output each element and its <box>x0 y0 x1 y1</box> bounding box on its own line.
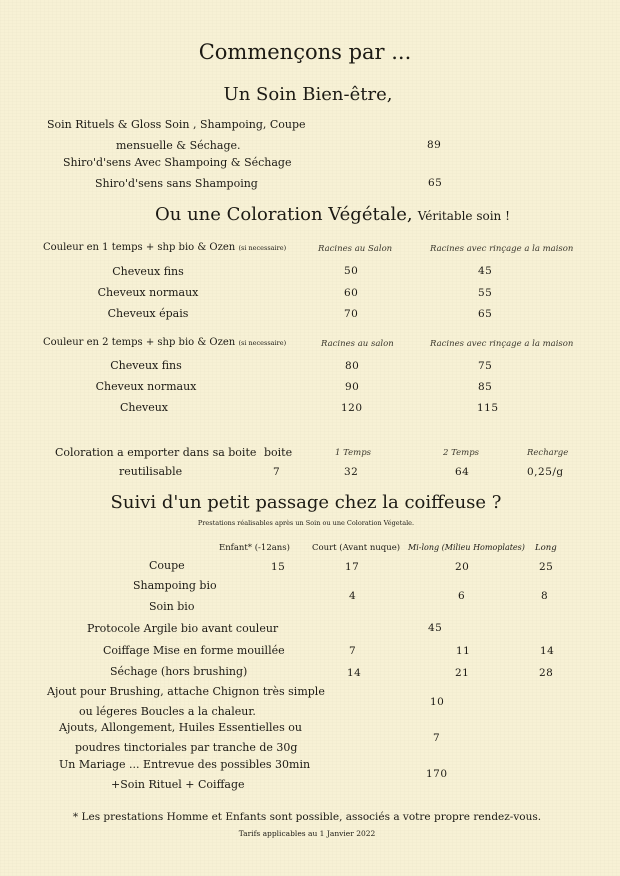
row-label: Cheveux <box>119 401 169 414</box>
row-value-salon: 50 <box>344 265 359 277</box>
row-value-maison: 45 <box>478 265 493 277</box>
row-value-maison: 75 <box>478 360 493 372</box>
shampoing-court: 4 <box>349 590 357 602</box>
coiffage-long: 14 <box>540 645 555 657</box>
footer-note: * Les prestations Homme et Enfants sont possible, associés a votre propre rendez-vous. <box>72 811 542 823</box>
section-heading-soin: Un Soin Bien-être, <box>223 84 393 105</box>
sechage-label: Séchage (hors brushing) <box>110 665 248 678</box>
emporter-value-2-temps: 64 <box>455 466 470 478</box>
shampoing-label: Shampoing bio <box>133 579 217 592</box>
emporter-header-1-temps: 1 Temps <box>335 448 372 458</box>
emporter-value-boite: 7 <box>273 466 281 478</box>
argile-price: 45 <box>428 622 443 634</box>
page-title: Commençons par ... <box>198 40 412 64</box>
col-enfant: Enfant* (-12ans) <box>219 543 290 553</box>
soin-line-2: mensuelle & Séchage. <box>116 139 241 152</box>
row-label: Cheveux normaux <box>97 286 199 299</box>
emporter-label-2: reutilisable <box>119 465 183 478</box>
col-milong: Mi-long (Milieu Homoplates) <box>408 543 525 552</box>
sechage-long: 28 <box>539 667 554 679</box>
coloration-heading-suffix: Véritable soin ! <box>417 209 510 223</box>
brushing-price: 10 <box>430 696 445 708</box>
row-value-maison: 85 <box>478 381 493 393</box>
emporter-header-2-temps: 2 Temps <box>443 448 480 458</box>
shampoing-milong: 6 <box>458 590 466 602</box>
footer-tarifs: Tarifs applicables au 1 Janvier 2022 <box>238 829 376 838</box>
coiffage-label: Coiffage Mise en forme mouillée <box>103 644 285 657</box>
soin-line-1: Soin Rituels & Gloss Soin , Shampoing, Coupe <box>47 118 306 131</box>
coiffeuse-subtitle: Prestations réalisables après un Soin ou une Coloration Végetale. <box>197 519 415 527</box>
coiffage-milong: 11 <box>456 645 471 657</box>
sechage-court: 14 <box>347 667 362 679</box>
emporter-value-1-temps: 32 <box>344 466 359 478</box>
row-label: Cheveux normaux <box>95 380 197 393</box>
col-racines-salon-2: Racines au salon <box>321 339 394 349</box>
row-value-maison: 115 <box>477 402 499 414</box>
brushing-line-2: ou légeres Boucles a la chaleur. <box>79 705 256 718</box>
col-racines-maison-1: Racines avec rinçage a la maison <box>430 244 574 254</box>
row-value-maison: 55 <box>478 287 493 299</box>
ajouts-price: 7 <box>433 732 441 744</box>
coupe-long: 25 <box>539 561 554 573</box>
emporter-header-boite: boite <box>264 446 293 459</box>
mariage-price: 170 <box>426 768 448 780</box>
row-value-salon: 70 <box>344 308 359 320</box>
row-value-salon: 90 <box>345 381 360 393</box>
emporter-label: Coloration a emporter dans sa boite <box>55 446 257 459</box>
col-court: Court (Avant nuque) <box>312 543 401 553</box>
couleur-2-temps-label <box>43 338 286 348</box>
sechage-milong: 21 <box>455 667 470 679</box>
col-racines-salon-1: Racines au Salon <box>318 244 393 254</box>
coupe-milong: 20 <box>455 561 470 573</box>
row-value-salon: 120 <box>341 402 363 414</box>
couleur-2-label-text: Couleur en 2 temps + shp bio & Ozen <box>43 337 236 348</box>
ajouts-line-1: Ajouts, Allongement, Huiles Essentielles ou <box>59 721 302 734</box>
mariage-line-1: Un Mariage ... Entrevue des possibles 30min <box>59 758 311 771</box>
soin-price-2: 65 <box>428 177 443 189</box>
coiffage-court: 7 <box>349 645 357 657</box>
emporter-header-recharge: Recharge <box>527 448 569 458</box>
couleur-1-note: (si necessaire) <box>238 244 287 252</box>
emporter-value-recharge: 0,25/g <box>527 466 564 478</box>
argile-label: Protocole Argile bio avant couleur <box>87 622 279 635</box>
brushing-line-1: Ajout pour Brushing, attache Chignon très simple <box>47 685 325 698</box>
ajouts-line-2: poudres tinctoriales par tranche de 30g <box>75 741 298 754</box>
couleur-1-label-text: Couleur en 1 temps + shp bio & Ozen <box>43 242 236 253</box>
row-label: Cheveux épais <box>107 307 189 320</box>
couleur-1-temps-label <box>43 243 286 253</box>
soin-price-1: 89 <box>427 139 442 151</box>
soin-line-3: Shiro'd'sens Avec Shampoing & Séchage <box>63 156 292 169</box>
soin-bio-label: Soin bio <box>149 600 195 613</box>
soin-line-4: Shiro'd'sens sans Shampoing <box>95 177 258 190</box>
section-heading-coloration <box>155 206 510 224</box>
coupe-court: 17 <box>345 561 360 573</box>
shampoing-long: 8 <box>541 590 549 602</box>
row-value-salon: 60 <box>344 287 359 299</box>
couleur-2-note: (si necessaire) <box>238 339 287 347</box>
row-value-maison: 65 <box>478 308 493 320</box>
row-label: Cheveux fins <box>110 359 182 372</box>
coloration-heading-main: Ou une Coloration Végétale, <box>155 204 413 225</box>
coupe-label: Coupe <box>149 559 185 572</box>
section-heading-coiffeuse: Suivi d'un petit passage chez la coiffeuse ? <box>110 492 502 513</box>
coupe-enfant: 15 <box>271 561 286 573</box>
row-value-salon: 80 <box>345 360 360 372</box>
col-racines-maison-2: Racines avec rinçage a la maison <box>430 339 574 349</box>
row-label: Cheveux fins <box>112 265 184 278</box>
col-long: Long <box>535 543 557 553</box>
mariage-line-2: +Soin Rituel + Coiffage <box>111 778 245 791</box>
